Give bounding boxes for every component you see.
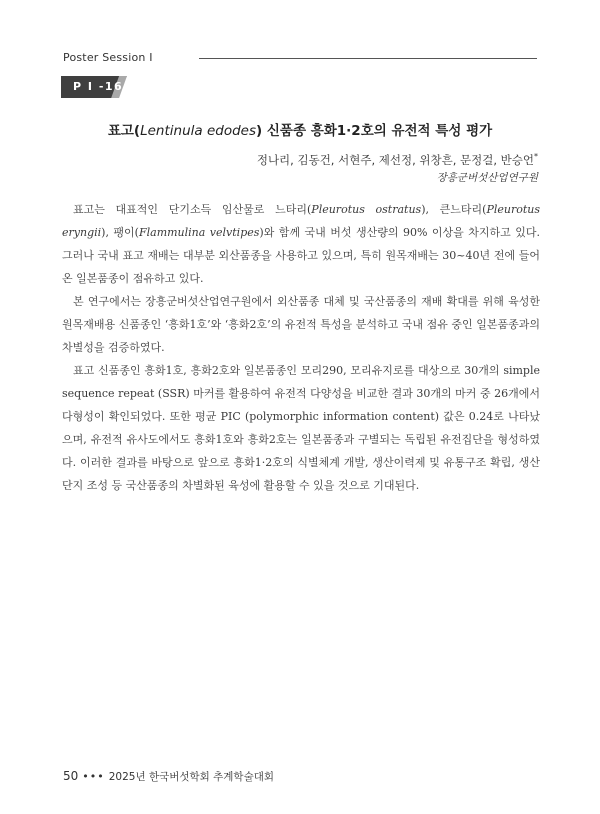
page-number: 50 xyxy=(63,769,79,783)
abstract-paragraph-2: 본 연구에서는 장흥군버섯산업연구원에서 외산품종 대체 및 국산품종의 재배 확대를 위해 육성한 원목재배용 신품종인 ‘흥화1호’와 ‘흥화2호’의 유전적 특성을 분석하고 국내 점유 중인 일본품종과의 차별성을 검증하였다. xyxy=(62,295,540,354)
title-species: Lentinula edodes xyxy=(140,123,256,139)
page-footer xyxy=(63,765,274,784)
author-names: 정나리, 김동건, 서현주, 제선정, 위창흔, 문정걸, 반승언 xyxy=(256,153,534,167)
conference-name: 2025년 한국버섯학회 추계학술대회 xyxy=(108,771,275,783)
abstract-paragraph-1: 표고는 대표적인 단기소득 임산물로 느타리(Pleurotus ostratus), 큰느타리(Pleurotus eryngii), 팽이(Flammulina velvtipes)와 함께 국내 버섯 생산량의 90% 이상을 차지하고 있다. 그러나 국내 표고 재배는 대부분 외산품종을 사용하고 있으며, 특히 원목재배는 30~40년 전에 들어온 일본품종이 점유하고 있다. xyxy=(62,203,541,285)
species-name: Pleurotus ostratus xyxy=(311,203,422,216)
header-rule xyxy=(199,58,537,59)
paper-title xyxy=(0,119,600,139)
abstract-body xyxy=(62,198,540,497)
author-list xyxy=(257,152,538,168)
session-label: Poster Session Ⅰ xyxy=(63,51,153,64)
poster-id-badge xyxy=(61,76,127,98)
author-affiliation: 장흥군버섯산업연구원 xyxy=(436,172,538,184)
abstract-paragraph-3: 표고 신품종인 흥화1호, 흥화2호와 일본품종인 모리290, 모리유지로를 대상으로 30개의 simple sequence repeat (SSR) 마커를 활용하여 유전적 다양성을 비교한 결과 30개의 마커 중 26개에서 다형성이 확인되었다. 또한 평균 PIC (polymorphic information content) 값은 0.24로 나타났으며, 유전적 유사도에서도 흥화1호와 흥화2호는 일본품종과 구별되는 독립된 유전집단을 형성하였다. 이러한 결과를 바탕으로 앞으로 흥화1·2호의 식별체계 개발, 생산이력제 및 유통구조 확립, 생산단지 조성 등 국산품종의 차별화된 육성에 활용할 수 있을 것으로 기대된다. xyxy=(62,364,540,492)
title-suffix: ) 신품종 흥화1·2호의 유전적 특성 평가 xyxy=(256,123,493,139)
species-name: Pleurotus eryngii xyxy=(62,203,540,239)
corresponding-author-mark: * xyxy=(534,152,538,162)
running-header xyxy=(63,51,537,67)
title-prefix: 표고( xyxy=(107,123,141,139)
species-name: Flammulina velvtipes xyxy=(138,226,260,239)
poster-id: P I -16 xyxy=(73,80,124,93)
footer-dots: ••• xyxy=(82,770,105,783)
